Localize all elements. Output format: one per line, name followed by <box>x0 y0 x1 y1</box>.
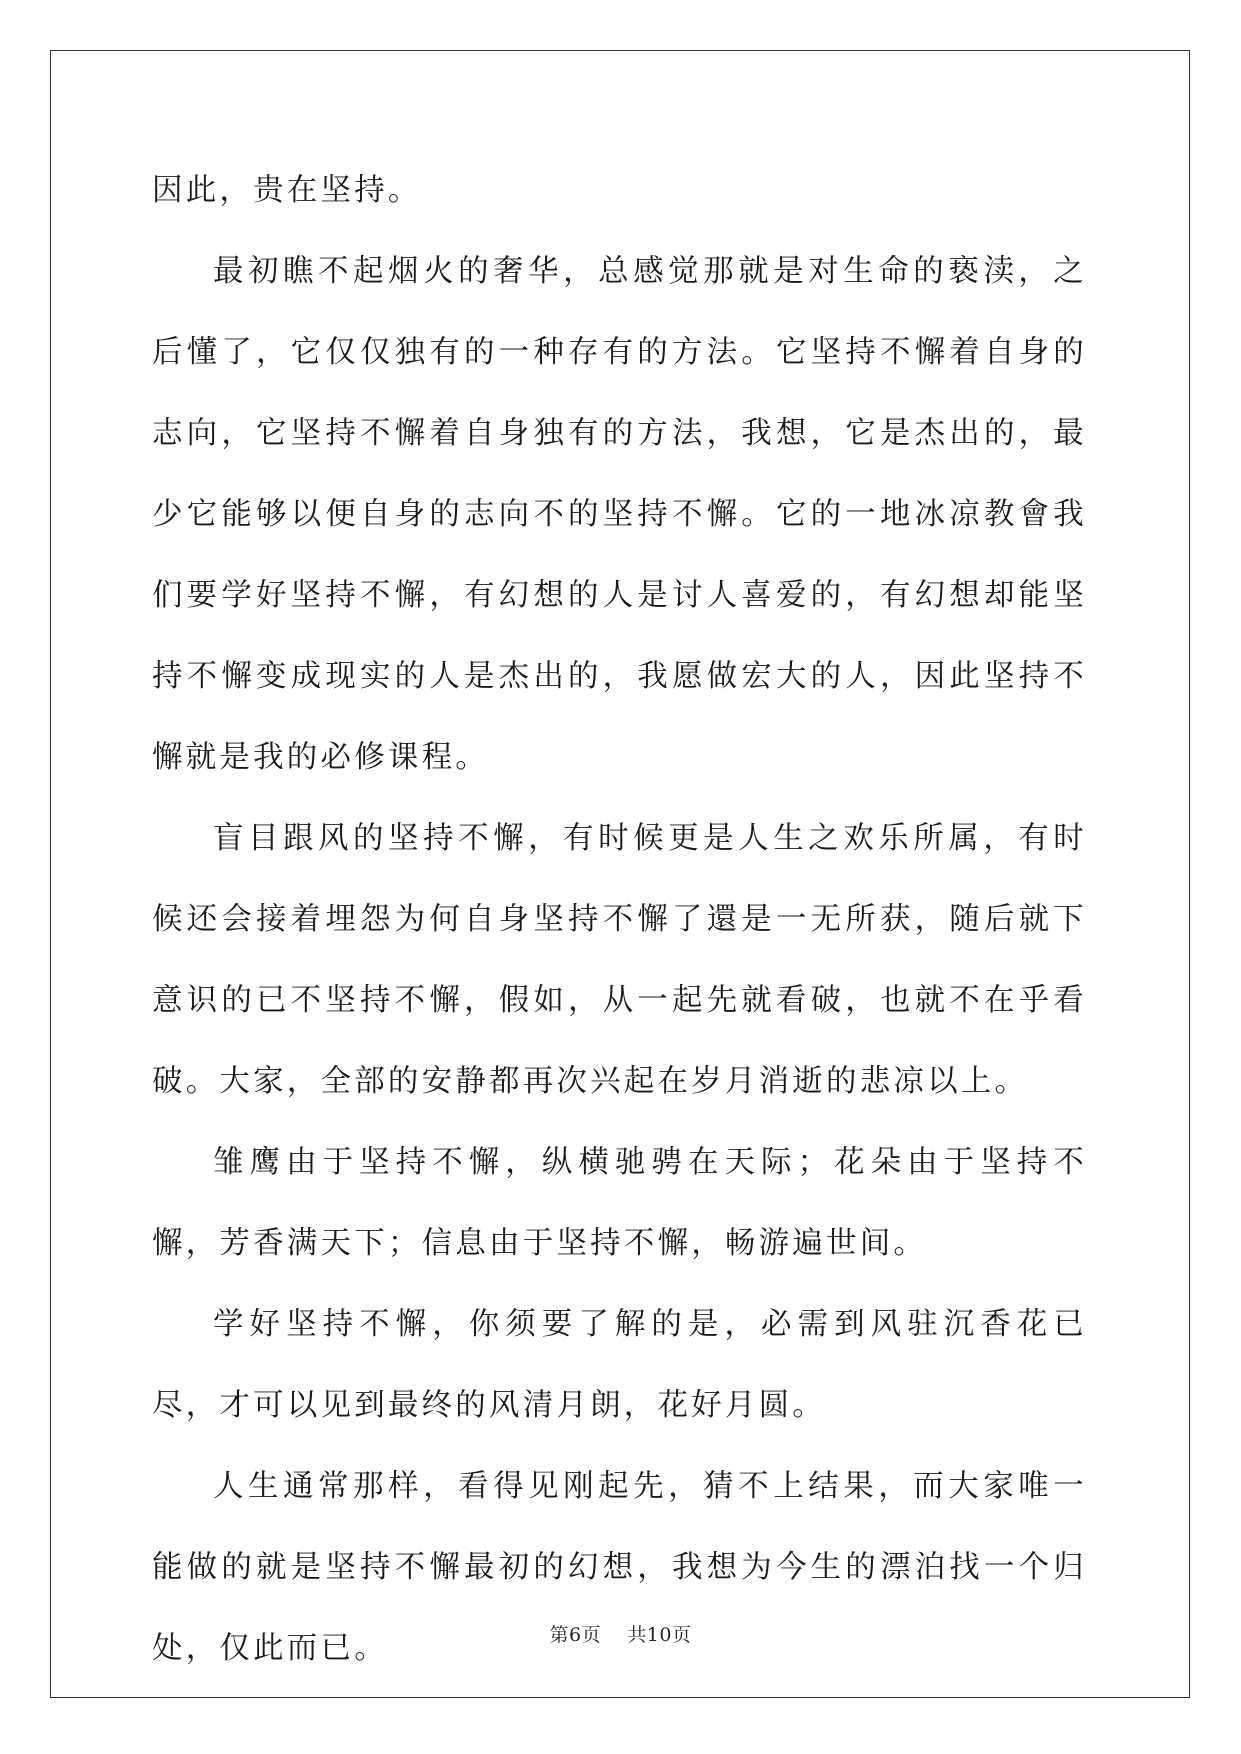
paragraph-6: 人生通常那样，看得见刚起先，猜不上结果，而大家唯一能做的就是坚持不懈最初的幻想，我想为今生的漂泊找一个归处，仅此而已。 <box>152 1469 1087 1666</box>
paragraph-1: 因此，贵在坚持。 <box>152 173 422 208</box>
page-number: 第6页 <box>549 1624 602 1646</box>
page-footer <box>0 1620 1241 1647</box>
paragraph-5: 学好坚持不懈，你须要了解的是，必需到风驻沉香花已尽，才可以见到最终的风清月朗，花好月圆。 <box>152 1307 1087 1423</box>
paragraph-4: 雏鹰由于坚持不懈，纵横驰骋在天际；花朵由于坚持不懈，芳香满天下；信息由于坚持不懈，畅游遍世间。 <box>152 1145 1087 1261</box>
paragraph-2: 最初瞧不起烟火的奢华，总感觉那就是对生命的亵渎，之后懂了，它仅仅独有的一种存有的方法。它坚持不懈着自身的志向，它坚持不懈着自身独有的方法，我想，它是杰出的，最少它能够以便自身的志向不的坚持不懈。它的一地冰凉教會我们要学好坚持不懈，有幻想的人是讨人喜爱的，有幻想却能坚持不懈变成现实的人是杰出的，我愿做宏大的人，因此坚持不懈就是我的必修课程。 <box>152 254 1087 775</box>
paragraph-3: 盲目跟风的坚持不懈，有时候更是人生之欢乐所属，有时候还会接着埋怨为何自身坚持不懈了還是一无所获，随后就下意识的已不坚持不懈，假如，从一起先就看破，也就不在乎看破。大家，全部的安静都再次兴起在岁月消逝的悲凉以上。 <box>152 821 1087 1099</box>
page-total: 共10页 <box>627 1624 692 1646</box>
document-body <box>152 150 1087 1689</box>
